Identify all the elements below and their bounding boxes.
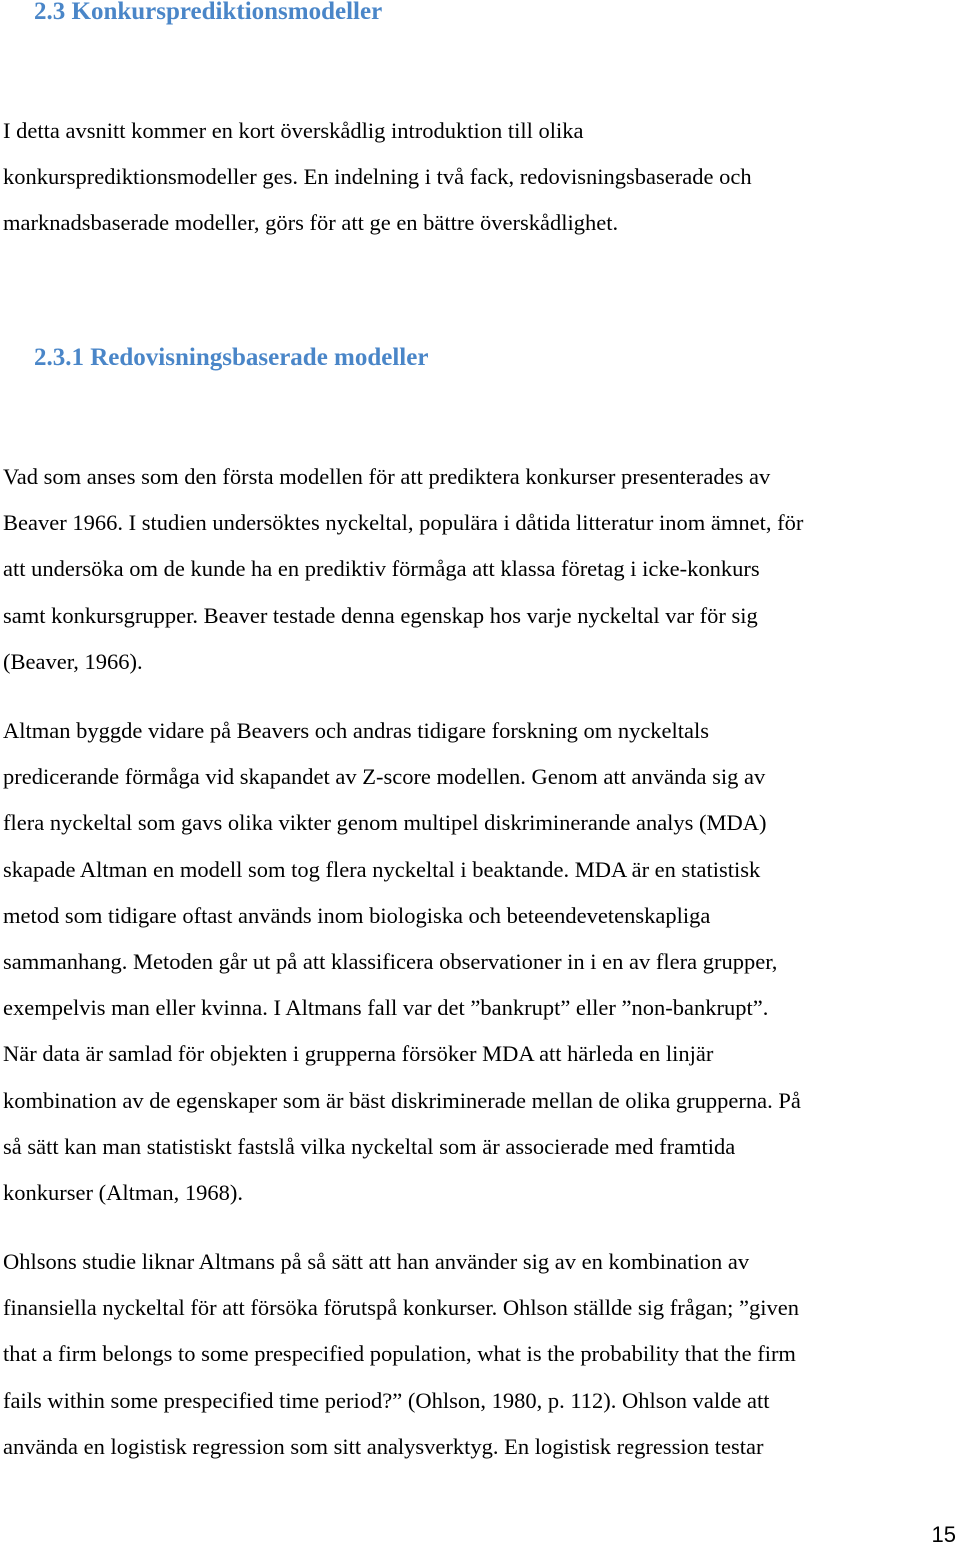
- intro-paragraph: [3, 108, 958, 247]
- text-line: skapade Altman en modell som tog flera nyckeltal i beaktande. MDA är en statistisk: [3, 856, 761, 882]
- text-line: så sätt kan man statistiskt fastslå vilka nyckeltal som är associerade med framtida: [3, 1133, 736, 1159]
- text-line: metod som tidigare oftast används inom biologiska och beteendevetenskapliga: [3, 902, 711, 928]
- text-line: Ohlsons studie liknar Altmans på så sätt att han använder sig av en kombination av: [3, 1249, 750, 1274]
- altman-paragraph: [3, 708, 958, 1216]
- subsection-heading: 2.3.1 Redovisningsbaserade modeller: [34, 344, 429, 371]
- text-line: sammanhang. Metoden går ut på att klassificera observationer in i en av flera grupper,: [3, 948, 778, 974]
- text-line: marknadsbaserade modeller, görs för att ge en bättre överskådlighet.: [3, 210, 619, 236]
- text-line: att undersöka om de kunde ha en prediktiv förmåga att klassa företag i icke-konkurs: [3, 556, 760, 582]
- text-line: Vad som anses som den första modellen för att prediktera konkurser presenterades av: [3, 464, 771, 489]
- text-line: predicerande förmåga vid skapandet av Z-score modellen. Genom att använda sig av: [3, 764, 766, 790]
- text-line: konkurser (Altman, 1968).: [3, 1179, 243, 1205]
- text-line: that a firm belongs to some prespecified population, what is the probability that the firm: [3, 1341, 796, 1367]
- text-line: finansiella nyckeltal för att försöka förutspå konkurser. Ohlson ställde sig frågan; ”given: [3, 1295, 800, 1321]
- text-line: Altman byggde vidare på Beavers och andras tidigare forskning om nyckeltals: [3, 718, 710, 743]
- text-line: exempelvis man eller kvinna. I Altmans fall var det ”bankrupt” eller ”non-bankrupt”.: [3, 995, 769, 1021]
- page-number: 15: [931, 1522, 956, 1547]
- text-line: använda en logistisk regression som sitt analysverktyg. En logistisk regression testar: [3, 1433, 764, 1459]
- text-line: fails within some prespecified time period?” (Ohlson, 1980, p. 112). Ohlson valde att: [3, 1387, 770, 1413]
- section-heading: 2.3 Konkursprediktionsmodeller: [34, 0, 383, 25]
- text-line: I detta avsnitt kommer en kort överskådlig introduktion till olika: [3, 118, 584, 143]
- text-line: (Beaver, 1966).: [3, 648, 143, 674]
- ohlson-paragraph: [3, 1239, 958, 1470]
- text-line: konkursprediktionsmodeller ges. En indelning i två fack, redovisningsbaserade och: [3, 164, 752, 190]
- text-line: Beaver 1966. I studien undersöktes nyckeltal, populära i dåtida litteratur inom ämnet, för: [3, 510, 804, 536]
- text-line: kombination av de egenskaper som är bäst diskriminerade mellan de olika grupperna. På: [3, 1087, 801, 1113]
- text-line: samt konkursgrupper. Beaver testade denna egenskap hos varje nyckeltal var för sig: [3, 602, 758, 628]
- text-line: När data är samlad för objekten i grupperna försöker MDA att härleda en linjär: [3, 1041, 714, 1067]
- text-line: flera nyckeltal som gavs olika vikter genom multipel diskriminerande analys (MDA): [3, 810, 767, 836]
- beaver-paragraph: [3, 454, 958, 685]
